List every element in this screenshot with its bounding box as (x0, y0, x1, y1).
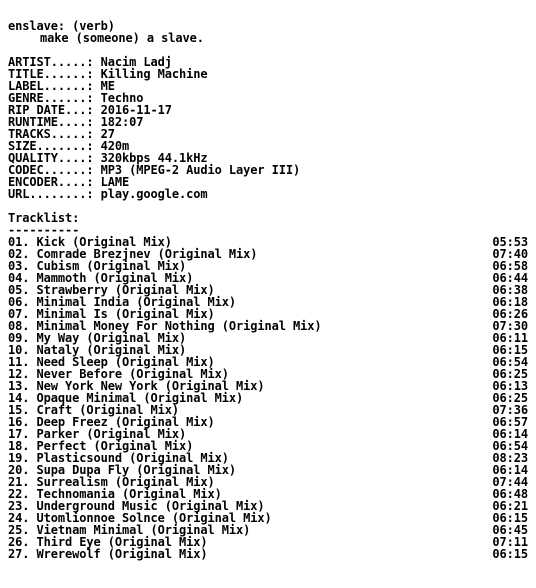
track-duration: 06:48 (492, 487, 528, 501)
nfo-document (8, 20, 528, 560)
info-value: MP3 (MPEG-2 Audio Layer III) (100, 163, 301, 177)
track-number: 22. (8, 487, 30, 501)
tracklist (8, 236, 528, 560)
release-info (8, 56, 528, 200)
track-duration: 06:18 (492, 295, 528, 309)
spacer (8, 200, 528, 212)
track-title: Plasticsound (Original Mix) (36, 451, 229, 465)
track-title: Strawberry (Original Mix) (36, 283, 215, 297)
track-number: 13. (8, 379, 30, 393)
track-title: Underground Music (Original Mix) (36, 499, 265, 513)
track-duration: 06:54 (492, 355, 528, 369)
track-number: 05. (8, 283, 30, 297)
track-duration: 07:36 (492, 403, 528, 417)
track-number: 23. (8, 499, 30, 513)
track-number: 26. (8, 535, 30, 549)
track-title: Opaque Minimal (Original Mix) (36, 391, 244, 405)
track-title: Minimal Is (Original Mix) (36, 307, 215, 321)
track-duration: 06:45 (492, 523, 528, 537)
info-row (8, 188, 528, 200)
track-number: 04. (8, 271, 30, 285)
track-title: Minimal India (Original Mix) (36, 295, 236, 309)
info-value: Killing Machine (100, 67, 208, 81)
track-number: 03. (8, 259, 30, 273)
track-duration: 06:54 (492, 439, 528, 453)
track-duration: 06:11 (492, 331, 528, 345)
track-title: Kick (Original Mix) (36, 235, 172, 249)
track-duration: 06:15 (492, 511, 528, 525)
track-duration: 06:15 (492, 343, 528, 357)
track-duration: 06:15 (492, 547, 528, 561)
track-title: Cubism (Original Mix) (36, 259, 187, 273)
info-value: LAME (100, 175, 130, 189)
track-title: Wrerewolf (Original Mix) (36, 547, 208, 561)
track-title: My Way (Original Mix) (36, 331, 187, 345)
track-duration: 07:44 (492, 475, 528, 489)
track-number: 24. (8, 511, 30, 525)
track-duration: 06:57 (492, 415, 528, 429)
track-number: 20. (8, 463, 30, 477)
track-title: Technomania (Original Mix) (36, 487, 222, 501)
track-title: Perfect (Original Mix) (36, 439, 194, 453)
track-title: Parker (Original Mix) (36, 427, 187, 441)
track-title: Need Sleep (Original Mix) (36, 355, 215, 369)
track-duration: 07:40 (492, 247, 528, 261)
info-value: ME (100, 79, 115, 93)
info-key: QUALITY....: (8, 151, 94, 165)
track-number: 10. (8, 343, 30, 357)
track-number: 25. (8, 523, 30, 537)
info-key: TRACKS.....: (8, 127, 94, 141)
track-duration: 06:14 (492, 463, 528, 477)
track-duration: 06:25 (492, 367, 528, 381)
info-key: RIP DATE...: (8, 103, 94, 117)
track-duration: 08:23 (492, 451, 528, 465)
definition-meaning: make (someone) a slave. (40, 31, 204, 45)
track-duration: 06:38 (492, 283, 528, 297)
tracklist-rule: ---------- (8, 223, 80, 237)
track-title: Vietnam Minimal (Original Mix) (36, 523, 251, 537)
info-value: 320kbps 44.1kHz (100, 151, 208, 165)
track-title: New York New York (Original Mix) (36, 379, 265, 393)
track-number: 07. (8, 307, 30, 321)
info-key: ENCODER....: (8, 175, 94, 189)
track-duration: 06:13 (492, 379, 528, 393)
info-key: TITLE......: (8, 67, 94, 81)
track-title: Minimal Money For Nothing (Original Mix) (36, 319, 322, 333)
track-duration: 05:53 (492, 235, 528, 249)
info-key: GENRE......: (8, 91, 94, 105)
track-title: Utomlionnoe Solnce (Original Mix) (36, 511, 272, 525)
info-key: CODEC......: (8, 163, 94, 177)
track-number: 08. (8, 319, 30, 333)
track-left (8, 548, 208, 560)
track-number: 17. (8, 427, 30, 441)
track-title: Supa Dupa Fly (Original Mix) (36, 463, 236, 477)
info-key: URL........: (8, 187, 94, 201)
track-number: 09. (8, 331, 30, 345)
track-duration: 07:11 (492, 535, 528, 549)
track-number: 27. (8, 547, 30, 561)
info-value: Nacim Ladj (100, 55, 172, 69)
track-number: 02. (8, 247, 30, 261)
info-value: 182:07 (100, 115, 144, 129)
info-key: LABEL......: (8, 79, 94, 93)
track-number: 15. (8, 403, 30, 417)
info-key: ARTIST.....: (8, 55, 94, 69)
info-value: Techno (100, 91, 144, 105)
info-value: play.google.com (100, 187, 208, 201)
track-number: 18. (8, 439, 30, 453)
info-value: 27 (100, 127, 115, 141)
track-title: Nataly (Original Mix) (36, 343, 187, 357)
track-number: 06. (8, 295, 30, 309)
track-duration: 06:25 (492, 391, 528, 405)
track-number: 19. (8, 451, 30, 465)
info-value: 2016-11-17 (100, 103, 172, 117)
track-duration: 06:58 (492, 259, 528, 273)
track-row (8, 548, 528, 560)
track-title: Deep Freez (Original Mix) (36, 415, 215, 429)
track-number: 21. (8, 475, 30, 489)
track-duration: 07:30 (492, 319, 528, 333)
info-value: 420m (100, 139, 130, 153)
track-title: Mammoth (Original Mix) (36, 271, 194, 285)
info-key: RUNTIME....: (8, 115, 94, 129)
track-number: 14. (8, 391, 30, 405)
info-key: SIZE.......: (8, 139, 94, 153)
track-number: 12. (8, 367, 30, 381)
definition-word: enslave: (verb) (8, 19, 115, 33)
track-title: Comrade Brezjnev (Original Mix) (36, 247, 258, 261)
track-title: Craft (Original Mix) (36, 403, 179, 417)
track-title: Never Before (Original Mix) (36, 367, 229, 381)
track-duration: 06:44 (492, 271, 528, 285)
track-duration: 06:26 (492, 307, 528, 321)
track-number: 01. (8, 235, 30, 249)
track-number: 16. (8, 415, 30, 429)
tracklist-heading: Tracklist: (8, 211, 80, 225)
track-number: 11. (8, 355, 30, 369)
track-duration: 06:14 (492, 427, 528, 441)
track-duration: 06:21 (492, 499, 528, 513)
track-title: Surrealism (Original Mix) (36, 475, 215, 489)
track-title: Third Eye (Original Mix) (36, 535, 208, 549)
